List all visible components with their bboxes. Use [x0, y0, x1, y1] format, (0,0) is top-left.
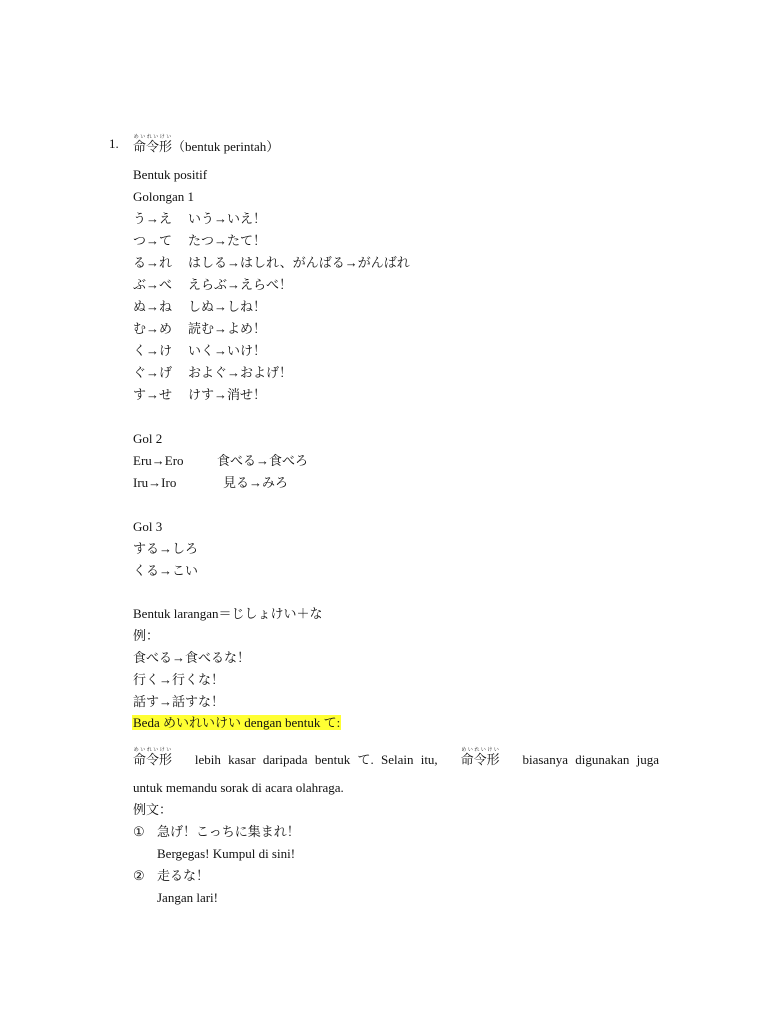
gol1-row: る→れ はしる→はしれ、がんばる→がんばれ	[133, 255, 410, 270]
gol1-row: つ→て たつ→たて！	[133, 233, 267, 248]
reibun-item	[133, 867, 210, 885]
beda-paragraph-line2: untuk memandu sorak di acara olahraga.	[133, 780, 344, 795]
gol2-title: Gol 2	[133, 431, 163, 446]
gol1-row: う→え いう→いえ！	[133, 211, 267, 226]
larangan-example: 行く→行くな！	[133, 672, 225, 687]
gol1-row: ぬ→ね しぬ→しね！	[133, 299, 267, 314]
item-japanese: 走るな！	[157, 868, 210, 883]
gol1-row: ぶ→べ えらぶ→えらべ！	[133, 277, 293, 292]
beda-text-part1: lebih kasar daripada bentuk て. Selain itu,	[194, 752, 438, 767]
positif-title: Bentuk positif	[133, 167, 208, 182]
gol3-row: する→しろ	[133, 541, 199, 556]
heading-furigana: めいれいけい	[133, 135, 173, 140]
larangan-title: Bentuk larangan＝じしょけい＋な	[133, 606, 323, 621]
gol2-row: Iru→Iro 見る→みろ	[133, 475, 289, 490]
gol1-title: Golongan 1	[133, 189, 195, 204]
heading-paren: （bentuk perintah）	[172, 139, 280, 154]
larangan-example: 話す→話すな！	[133, 694, 225, 709]
section-number: 1.	[109, 136, 119, 151]
section-heading	[109, 135, 119, 153]
beda-heading	[132, 714, 341, 732]
item-marker: ②	[133, 868, 145, 883]
beda-paragraph-line1	[133, 748, 659, 769]
beda-kanji: 命令形めいれいけい	[133, 748, 173, 767]
item-marker: ①	[133, 824, 145, 839]
gol1-row: く→け いく→いけ！	[133, 343, 267, 358]
beda-text-part2: biasanya digunakan juga	[522, 752, 659, 767]
gol1-row: む→め 読む→よめ！	[133, 321, 267, 336]
highlighted-text: Beda めいれいけい dengan bentuk て:	[133, 715, 341, 730]
gol3-row: くる→こい	[133, 563, 199, 578]
heading-title	[133, 135, 279, 156]
gol1-row: す→せ けす→消せ！	[133, 387, 267, 402]
item-translation: Jangan lari!	[157, 890, 219, 905]
gol2-row: Eru→Ero 食べる→食べろ	[133, 453, 309, 468]
beda-kanji-2: 命令形めいれいけい	[460, 748, 500, 767]
reibun-label: 例文：	[133, 802, 173, 817]
larangan-example: 食べる→食べるな！	[133, 650, 251, 665]
item-translation: Bergegas! Kumpul di sini!	[157, 846, 296, 861]
gol1-row: ぐ→げ およぐ→およげ！	[133, 365, 293, 380]
reibun-item	[133, 823, 300, 841]
heading-kanji: 命令形めいれいけい	[133, 135, 173, 154]
item-japanese: 急げ！こっちに集まれ！	[157, 824, 300, 839]
gol3-title: Gol 3	[133, 519, 163, 534]
rei-label: 例：	[133, 628, 160, 643]
